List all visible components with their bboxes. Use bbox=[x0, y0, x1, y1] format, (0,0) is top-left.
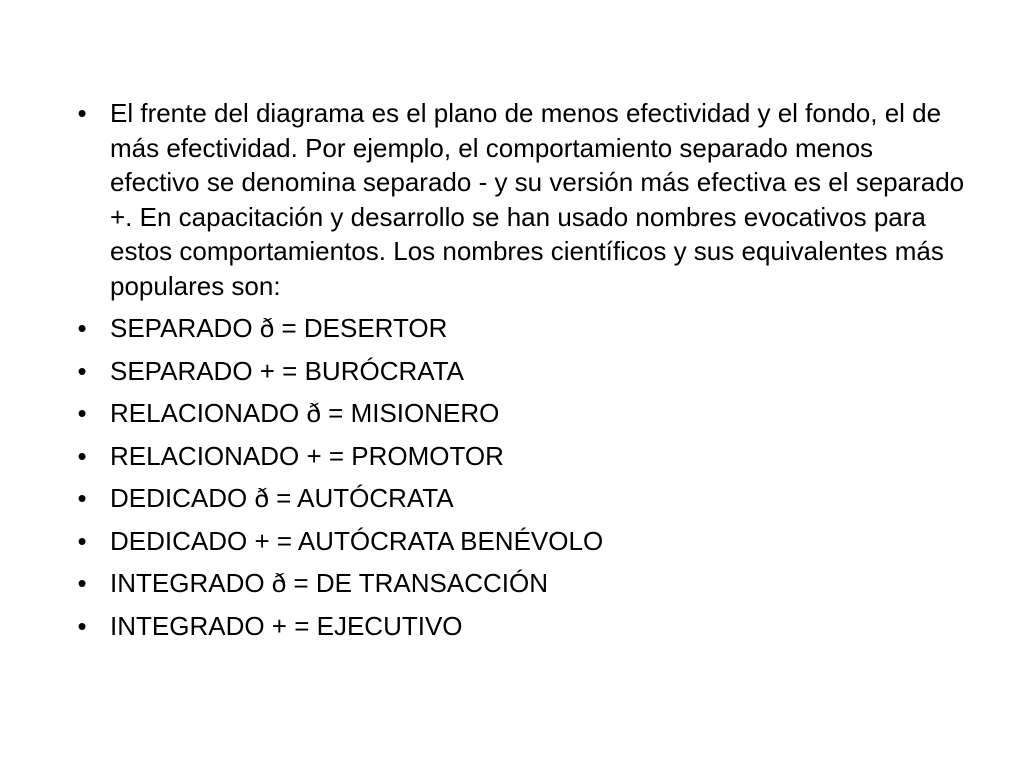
bullet-marker: • bbox=[77, 98, 87, 128]
bullet-text: SEPARADO ð = DESERTOR bbox=[110, 313, 448, 343]
bullet-text: DEDICADO + = AUTÓCRATA BENÉVOLO bbox=[110, 525, 604, 556]
bullet-item bbox=[72, 311, 972, 346]
bullet-text: RELACIONADO ð = MISIONERO bbox=[110, 398, 500, 428]
bullet-marker: • bbox=[77, 440, 87, 471]
bullet-marker: • bbox=[77, 313, 87, 343]
bullet-item bbox=[72, 566, 972, 601]
bullet-marker: • bbox=[77, 568, 87, 598]
bullet-text: INTEGRADO + = EJECUTIVO bbox=[110, 610, 463, 641]
bullet-marker: • bbox=[77, 355, 87, 386]
bullet-item bbox=[72, 524, 972, 559]
bullet-item bbox=[72, 609, 972, 644]
bullet-text: SEPARADO + = BURÓCRATA bbox=[110, 355, 464, 386]
bullet-item bbox=[72, 481, 972, 516]
paragraph-text: El frente del diagrama es el plano de menos efectividad y el fondo, el de más efectividad. Por ejemplo, el comportamiento separado menos efectivo se denomina separado - y su versión más efectiva es el separado +. En capacitación y desarrollo se han usado nombres evocativos para estos comportamientos. Los nombres científicos y sus equivalentes más populares son: bbox=[110, 98, 965, 301]
bullet-marker: • bbox=[77, 398, 87, 428]
bullet-marker: • bbox=[77, 525, 87, 556]
bullet-text: RELACIONADO + = PROMOTOR bbox=[110, 440, 504, 471]
bullet-item bbox=[72, 354, 972, 389]
bullet-marker: • bbox=[77, 483, 87, 513]
bullet-item bbox=[72, 396, 972, 431]
bullet-text: INTEGRADO ð = DE TRANSACCIÓN bbox=[110, 568, 548, 598]
bullet-list bbox=[72, 96, 972, 643]
bullet-paragraph bbox=[72, 96, 972, 303]
bullet-text: DEDICADO ð = AUTÓCRATA bbox=[110, 483, 454, 513]
slide-content bbox=[72, 96, 972, 651]
bullet-item bbox=[72, 439, 972, 474]
bullet-marker: • bbox=[77, 610, 87, 641]
